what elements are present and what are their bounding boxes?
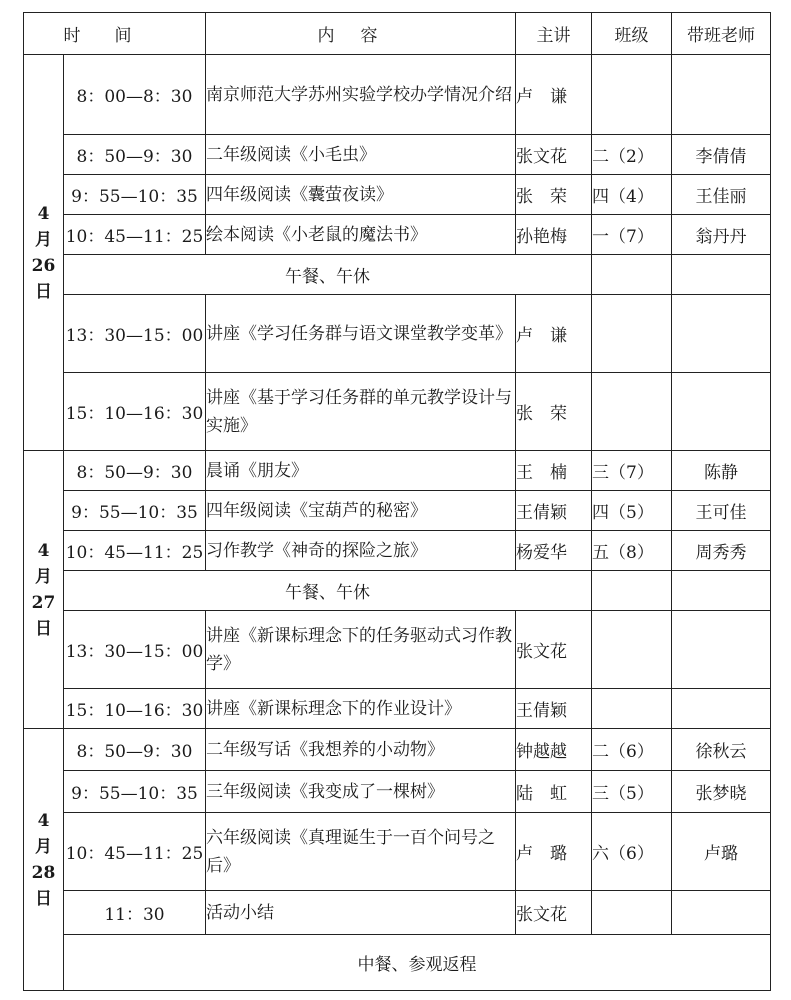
lunch-cell: 中餐、参观返程 [64, 935, 771, 991]
teacher-cell [672, 255, 771, 295]
table-row [24, 611, 771, 689]
speaker-cell: 张荣 [516, 373, 592, 451]
class-cell: 三（7） [592, 451, 672, 491]
class-cell: 三（5） [592, 771, 672, 813]
date-line: 4 [37, 810, 50, 831]
speaker-cell: 陆虹 [516, 771, 592, 813]
time-cell: 8：00—8：30 [64, 55, 206, 135]
table-row [24, 689, 771, 729]
time-cell: 13：30—15：00 [64, 295, 206, 373]
table-row [24, 813, 771, 891]
date-cell [24, 729, 64, 991]
teacher-cell: 周秀秀 [672, 531, 771, 571]
speaker-cell: 王楠 [516, 451, 592, 491]
class-cell: 四（4） [592, 175, 672, 215]
date-line: 4 [37, 540, 50, 561]
header-content: 内容 [206, 13, 516, 55]
table-row [24, 451, 771, 491]
content-cell: 讲座《新课标理念下的作业设计》 [206, 689, 516, 729]
time-cell: 9：55—10：35 [64, 771, 206, 813]
class-cell [592, 689, 672, 729]
lunch-cell: 午餐、午休 [64, 255, 592, 295]
table-row [24, 135, 771, 175]
time-cell: 13：30—15：00 [64, 611, 206, 689]
time-cell: 15：10—16：30 [64, 373, 206, 451]
teacher-cell: 徐秋云 [672, 729, 771, 771]
content-cell: 讲座《学习任务群与语文课堂教学变革》 [206, 295, 516, 373]
class-cell: 一（7） [592, 215, 672, 255]
teacher-cell: 王可佳 [672, 491, 771, 531]
content-cell: 六年级阅读《真理诞生于一百个问号之后》 [206, 813, 516, 891]
class-cell: 四（5） [592, 491, 672, 531]
time-cell: 10：45—11：25 [64, 531, 206, 571]
content-cell: 四年级阅读《囊萤夜读》 [206, 175, 516, 215]
content-cell: 二年级写话《我想养的小动物》 [206, 729, 516, 771]
speaker-cell: 卢璐 [516, 813, 592, 891]
date-cell [24, 55, 64, 451]
table-row [24, 55, 771, 135]
teacher-cell [672, 611, 771, 689]
speaker-cell: 卢谦 [516, 55, 592, 135]
speaker-cell: 张文花 [516, 611, 592, 689]
class-cell [592, 891, 672, 935]
table-row [24, 531, 771, 571]
table-row [24, 891, 771, 935]
content-cell: 讲座《新课标理念下的任务驱动式习作教学》 [206, 611, 516, 689]
date-line: 月 [35, 836, 52, 857]
header-time: 时间 [24, 13, 206, 55]
content-cell: 南京师范大学苏州实验学校办学情况介绍 [206, 55, 516, 135]
date-line: 日 [35, 618, 52, 639]
table-row [24, 175, 771, 215]
date-line: 26 [31, 255, 56, 276]
date-line: 日 [35, 888, 52, 909]
time-cell: 9：55—10：35 [64, 491, 206, 531]
class-cell [592, 571, 672, 611]
time-cell: 15：10—16：30 [64, 689, 206, 729]
header-class: 班级 [592, 13, 672, 55]
teacher-cell: 王佳丽 [672, 175, 771, 215]
header-teacher: 带班老师 [672, 13, 771, 55]
time-cell: 8：50—9：30 [64, 729, 206, 771]
speaker-cell: 孙艳梅 [516, 215, 592, 255]
speaker-cell: 张荣 [516, 175, 592, 215]
teacher-cell [672, 55, 771, 135]
lunch-cell: 午餐、午休 [64, 571, 592, 611]
content-cell: 绘本阅读《小老鼠的魔法书》 [206, 215, 516, 255]
content-cell: 讲座《基于学习任务群的单元教学设计与实施》 [206, 373, 516, 451]
speaker-cell: 卢谦 [516, 295, 592, 373]
header-row [24, 13, 771, 55]
content-cell: 三年级阅读《我变成了一棵树》 [206, 771, 516, 813]
date-line: 27 [31, 592, 56, 613]
speaker-cell: 王倩颖 [516, 491, 592, 531]
table-row [24, 295, 771, 373]
date-line: 4 [37, 203, 50, 224]
table-row [24, 729, 771, 771]
teacher-cell [672, 891, 771, 935]
date-line: 月 [35, 229, 52, 250]
teacher-cell: 李倩倩 [672, 135, 771, 175]
teacher-cell [672, 689, 771, 729]
class-cell: 二（6） [592, 729, 672, 771]
content-cell: 四年级阅读《宝葫芦的秘密》 [206, 491, 516, 531]
teacher-cell: 张梦晓 [672, 771, 771, 813]
teacher-cell: 翁丹丹 [672, 215, 771, 255]
speaker-cell: 张文花 [516, 891, 592, 935]
date-line: 28 [31, 862, 56, 883]
teacher-cell: 卢璐 [672, 813, 771, 891]
content-cell: 二年级阅读《小毛虫》 [206, 135, 516, 175]
time-cell: 10：45—11：25 [64, 813, 206, 891]
time-cell: 8：50—9：30 [64, 451, 206, 491]
time-cell: 10：45—11：25 [64, 215, 206, 255]
teacher-cell [672, 295, 771, 373]
date-cell [24, 451, 64, 729]
teacher-cell: 陈静 [672, 451, 771, 491]
class-cell: 五（8） [592, 531, 672, 571]
class-cell: 二（2） [592, 135, 672, 175]
header-speaker: 主讲 [516, 13, 592, 55]
class-cell [592, 55, 672, 135]
speaker-cell: 王倩颖 [516, 689, 592, 729]
date-line: 日 [35, 281, 52, 302]
class-cell [592, 611, 672, 689]
table-row [24, 771, 771, 813]
class-cell [592, 295, 672, 373]
teacher-cell [672, 571, 771, 611]
content-cell: 活动小结 [206, 891, 516, 935]
content-cell: 晨诵《朋友》 [206, 451, 516, 491]
lunch-row [24, 255, 771, 295]
speaker-cell: 杨爱华 [516, 531, 592, 571]
content-cell: 习作教学《神奇的探险之旅》 [206, 531, 516, 571]
teacher-cell [672, 373, 771, 451]
table-row [24, 373, 771, 451]
speaker-cell: 张文花 [516, 135, 592, 175]
class-cell [592, 373, 672, 451]
speaker-cell: 钟越越 [516, 729, 592, 771]
class-cell: 六（6） [592, 813, 672, 891]
time-cell: 11：30 [64, 891, 206, 935]
lunch-row [24, 571, 771, 611]
schedule-table [23, 12, 771, 991]
date-line: 月 [35, 566, 52, 587]
lunch-row [24, 935, 771, 991]
table-row [24, 215, 771, 255]
time-cell: 8：50—9：30 [64, 135, 206, 175]
table-row [24, 491, 771, 531]
class-cell [592, 255, 672, 295]
time-cell: 9：55—10：35 [64, 175, 206, 215]
